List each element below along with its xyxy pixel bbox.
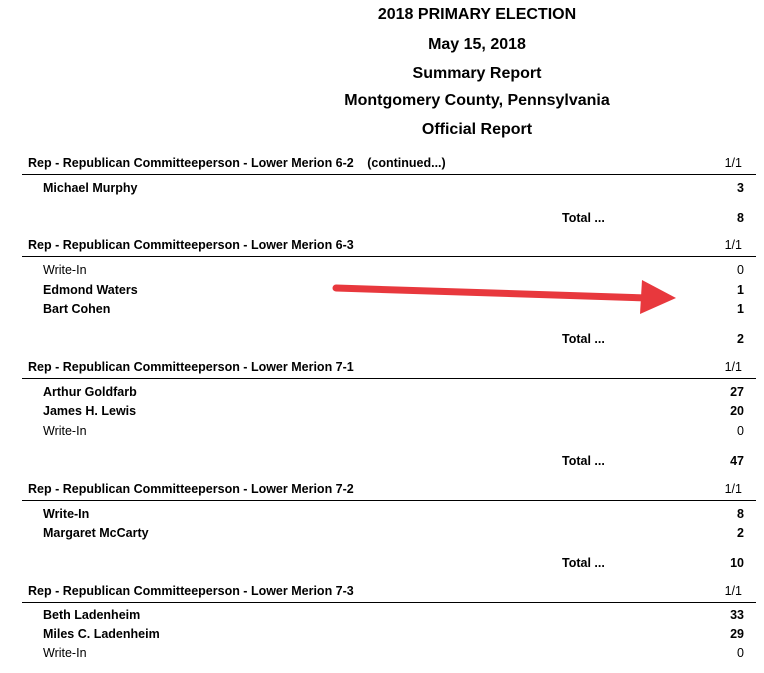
race-page: 1/1 — [724, 360, 742, 374]
total-row — [22, 454, 756, 472]
candidate-name: Bart Cohen — [43, 302, 111, 316]
candidate-name: James H. Lewis — [43, 404, 137, 418]
candidate-name: Write-In — [43, 646, 87, 660]
divider — [22, 378, 756, 379]
candidate-name: Write-In — [43, 263, 87, 277]
candidate-name: Miles C. Ladenheim — [43, 627, 160, 641]
race-title: Rep - Republican Committeeperson - Lower Merion 7-1 — [28, 360, 354, 374]
total-row — [22, 332, 756, 350]
candidate-name: Write-In — [43, 507, 90, 521]
arrow-shaft — [336, 288, 648, 298]
candidate-row — [22, 646, 756, 664]
report-kind: Summary Report — [412, 65, 542, 82]
report-date: May 15, 2018 — [428, 36, 526, 53]
arrow-head — [640, 280, 676, 314]
total-row — [22, 556, 756, 574]
total-row — [22, 211, 756, 229]
candidate-row — [22, 385, 756, 403]
divider — [22, 500, 756, 501]
race-page: 1/1 — [724, 238, 742, 252]
candidate-name: Write-In — [43, 424, 87, 438]
report-county: Montgomery County, Pennsylvania — [344, 92, 610, 109]
candidate-votes: 1 — [737, 302, 744, 316]
race-title-text: Rep - Republican Committeeperson - Lower Merion 6-2 — [28, 156, 354, 170]
candidate-votes: 29 — [730, 627, 744, 641]
candidate-row — [22, 608, 756, 626]
total-label: Total ... — [562, 211, 605, 225]
report-title: 2018 PRIMARY ELECTION — [377, 6, 577, 23]
total-label: Total ... — [562, 332, 605, 346]
candidate-row — [22, 526, 756, 544]
candidate-votes: 0 — [737, 646, 744, 660]
candidate-votes: 1 — [737, 283, 744, 297]
total-votes: 8 — [737, 211, 744, 225]
total-votes: 10 — [730, 556, 744, 570]
candidate-name: Beth Ladenheim — [43, 608, 141, 622]
race-title: Rep - Republican Committeeperson - Lower Merion 7-2 — [28, 482, 354, 496]
race-title — [28, 156, 446, 170]
candidate-name: Margaret McCarty — [43, 526, 149, 540]
candidate-row — [22, 507, 756, 525]
total-votes: 2 — [737, 332, 744, 346]
candidate-votes: 8 — [737, 507, 744, 521]
candidate-votes: 0 — [737, 263, 744, 277]
candidate-row — [22, 181, 756, 199]
candidate-votes: 20 — [730, 404, 744, 418]
candidate-row — [22, 627, 756, 645]
total-votes: 47 — [730, 454, 744, 468]
candidate-row — [22, 404, 756, 422]
race-continued: (continued...) — [367, 156, 446, 170]
total-label: Total ... — [562, 556, 605, 570]
candidate-votes: 2 — [737, 526, 744, 540]
candidate-votes: 0 — [737, 424, 744, 438]
candidate-name: Edmond Waters — [43, 283, 138, 297]
candidate-votes: 33 — [730, 608, 744, 622]
candidate-row — [22, 424, 756, 442]
race-title: Rep - Republican Committeeperson - Lower Merion 7-3 — [28, 584, 354, 598]
candidate-votes: 27 — [730, 385, 744, 399]
divider — [22, 256, 756, 257]
race-title: Rep - Republican Committeeperson - Lower Merion 6-3 — [28, 238, 354, 252]
race-page: 1/1 — [724, 584, 742, 598]
race-page: 1/1 — [724, 482, 742, 496]
divider — [22, 602, 756, 603]
candidate-name: Arthur Goldfarb — [43, 385, 137, 399]
red-arrow-annotation — [330, 274, 680, 320]
race-page: 1/1 — [724, 156, 742, 170]
total-label: Total ... — [562, 454, 605, 468]
candidate-votes: 3 — [737, 181, 744, 195]
candidate-name: Michael Murphy — [43, 181, 138, 195]
report-status: Official Report — [421, 121, 533, 138]
divider — [22, 174, 756, 175]
